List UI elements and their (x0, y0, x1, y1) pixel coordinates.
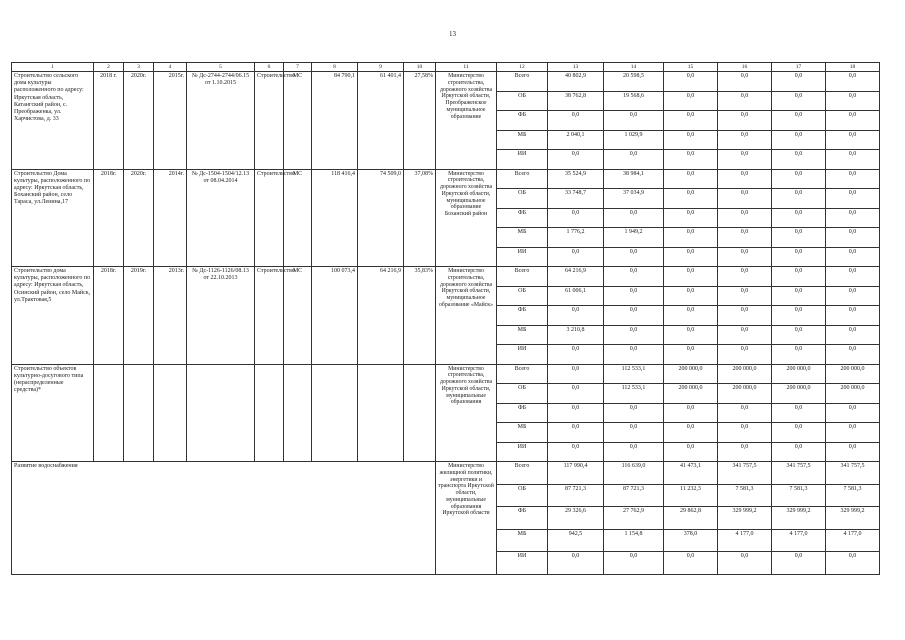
funding-value: 87 721,3 (604, 484, 664, 507)
object-c6 (255, 364, 284, 462)
column-numbers-row (12, 63, 880, 72)
funding-value: 0,0 (548, 552, 604, 575)
column-number: 17 (772, 63, 826, 72)
funding-value: 0,0 (772, 91, 826, 111)
object-c7: МС (284, 267, 312, 365)
object-c9: 64 216,9 (358, 267, 404, 365)
funding-source: ИИ (497, 345, 548, 365)
funding-value: 1 949,2 (604, 228, 664, 248)
funding-value: 0,0 (604, 345, 664, 365)
funding-value: 0,0 (826, 345, 880, 365)
funding-source: ФБ (497, 306, 548, 326)
table-row (12, 169, 880, 189)
summary-name: Развитие водоснабжения (12, 462, 436, 575)
funding-value: 117 990,4 (548, 462, 604, 485)
funding-value: 0,0 (718, 189, 772, 209)
funding-value: 1 029,9 (604, 130, 664, 150)
column-number: 3 (124, 63, 154, 72)
funding-value: 0,0 (718, 325, 772, 345)
funding-value: 0,0 (826, 306, 880, 326)
funding-value: 0,0 (772, 72, 826, 92)
funding-value: 200 000,0 (826, 364, 880, 384)
funding-value: 0,0 (772, 189, 826, 209)
funding-value: 0,0 (548, 345, 604, 365)
funding-source: Всего (497, 169, 548, 189)
funding-value: 0,0 (664, 208, 718, 228)
funding-value: 7 581,3 (772, 484, 826, 507)
funding-value: 0,0 (718, 247, 772, 267)
object-c5 (187, 364, 255, 462)
funding-value: 0,0 (772, 286, 826, 306)
responsible-executor: Министерство строительства, дорожного хозяйства Иркутской области, муниципальное образование «Майск» (436, 267, 497, 365)
object-c10: 35,83% (404, 267, 436, 365)
object-c3: 2020г. (124, 169, 154, 267)
funding-value: 0,0 (826, 403, 880, 423)
column-number: 4 (154, 63, 187, 72)
program-table (11, 62, 880, 575)
object-c5: № Дс-1504-1504/12.13 от 08.04.2014 (187, 169, 255, 267)
funding-value: 0,0 (826, 267, 880, 287)
column-number: 16 (718, 63, 772, 72)
object-c4 (154, 364, 187, 462)
funding-source: МБ (497, 228, 548, 248)
funding-value: 378,0 (664, 529, 718, 552)
funding-value: 0,0 (772, 552, 826, 575)
funding-value: 0,0 (826, 91, 880, 111)
funding-value: 0,0 (604, 552, 664, 575)
funding-source: ФБ (497, 111, 548, 131)
funding-value: 942,5 (548, 529, 604, 552)
funding-value: 4 177,0 (772, 529, 826, 552)
funding-value: 112 533,1 (604, 364, 664, 384)
object-c7: МС (284, 72, 312, 170)
table-row (12, 72, 880, 92)
column-number: 13 (548, 63, 604, 72)
funding-value: 19 568,6 (604, 91, 664, 111)
funding-value: 0,0 (718, 150, 772, 170)
funding-value: 0,0 (664, 169, 718, 189)
funding-value: 0,0 (772, 403, 826, 423)
column-number: 10 (404, 63, 436, 72)
funding-value: 0,0 (772, 228, 826, 248)
funding-value: 0,0 (664, 91, 718, 111)
funding-value: 41 473,1 (664, 462, 718, 485)
object-c8: 118 416,4 (312, 169, 358, 267)
funding-value: 0,0 (826, 442, 880, 462)
funding-value: 27 762,9 (604, 507, 664, 530)
funding-value: 29 326,6 (548, 507, 604, 530)
object-c4: 2014г. (154, 169, 187, 267)
funding-value: 0,0 (604, 306, 664, 326)
funding-value: 0,0 (772, 306, 826, 326)
funding-value: 0,0 (548, 150, 604, 170)
object-c5: № Дс-1126-1126/08.13 от 22.10.2013 (187, 267, 255, 365)
funding-source: ФБ (497, 403, 548, 423)
funding-value: 341 757,5 (718, 462, 772, 485)
funding-value: 200 000,0 (718, 364, 772, 384)
funding-value: 0,0 (664, 552, 718, 575)
funding-value: 0,0 (664, 189, 718, 209)
funding-source: МБ (497, 423, 548, 443)
funding-value: 0,0 (664, 72, 718, 92)
funding-source: Всего (497, 72, 548, 92)
funding-value: 33 748,7 (548, 189, 604, 209)
funding-value: 0,0 (664, 150, 718, 170)
funding-value: 0,0 (718, 423, 772, 443)
object-c7 (284, 364, 312, 462)
funding-value: 0,0 (664, 111, 718, 131)
funding-value: 0,0 (604, 111, 664, 131)
funding-value: 0,0 (772, 169, 826, 189)
object-c4: 2013г. (154, 267, 187, 365)
funding-source: Всего (497, 267, 548, 287)
funding-value: 0,0 (772, 208, 826, 228)
funding-value: 7 581,3 (718, 484, 772, 507)
column-number: 2 (94, 63, 124, 72)
object-c10: 27,58% (404, 72, 436, 170)
funding-value: 0,0 (718, 130, 772, 150)
funding-value: 0,0 (826, 169, 880, 189)
funding-value: 0,0 (604, 267, 664, 287)
object-c2: 2018г. (94, 169, 124, 267)
funding-value: 0,0 (548, 423, 604, 443)
funding-value: 61 006,1 (548, 286, 604, 306)
object-c10: 37,08% (404, 169, 436, 267)
funding-value: 0,0 (604, 403, 664, 423)
object-c9 (358, 364, 404, 462)
funding-value: 0,0 (664, 267, 718, 287)
funding-value: 0,0 (718, 169, 772, 189)
funding-value: 0,0 (826, 552, 880, 575)
funding-value: 0,0 (826, 72, 880, 92)
funding-source: ИИ (497, 150, 548, 170)
object-c3: 2020г. (124, 72, 154, 170)
funding-value: 0,0 (772, 130, 826, 150)
object-c5: № Дс-2744-2744/06.15 от 1.10.2015 (187, 72, 255, 170)
funding-source: ОБ (497, 189, 548, 209)
funding-value: 0,0 (664, 345, 718, 365)
funding-value: 0,0 (718, 345, 772, 365)
column-number: 15 (664, 63, 718, 72)
funding-value: 11 232,3 (664, 484, 718, 507)
funding-value: 0,0 (826, 208, 880, 228)
object-name: Строительство объектов культурно-досугового типа (нераспределенные средства)* (12, 364, 94, 462)
funding-source: МБ (497, 130, 548, 150)
funding-source: ИИ (497, 247, 548, 267)
funding-value: 112 533,1 (604, 384, 664, 404)
funding-value: 0,0 (664, 130, 718, 150)
funding-value: 0,0 (664, 306, 718, 326)
funding-value: 0,0 (548, 306, 604, 326)
funding-value: 0,0 (548, 442, 604, 462)
funding-value: 0,0 (718, 111, 772, 131)
funding-value: 1 154,8 (604, 529, 664, 552)
object-c2: 2018 г. (94, 72, 124, 170)
funding-value: 329 999,2 (772, 507, 826, 530)
column-number: 9 (358, 63, 404, 72)
column-number: 12 (497, 63, 548, 72)
funding-value: 0,0 (772, 111, 826, 131)
object-c4: 2015г. (154, 72, 187, 170)
responsible-executor: Министерство строительства, дорожного хозяйства Иркутской области, муниципальные образования (436, 364, 497, 462)
object-c2 (94, 364, 124, 462)
funding-value: 0,0 (604, 208, 664, 228)
funding-source: ОБ (497, 484, 548, 507)
funding-value: 0,0 (826, 111, 880, 131)
funding-value: 7 581,3 (826, 484, 880, 507)
funding-value: 0,0 (664, 286, 718, 306)
column-number: 8 (312, 63, 358, 72)
funding-value: 200 000,0 (826, 384, 880, 404)
funding-value: 0,0 (826, 423, 880, 443)
funding-value: 87 721,3 (548, 484, 604, 507)
funding-value: 64 216,9 (548, 267, 604, 287)
funding-value: 4 177,0 (718, 529, 772, 552)
object-c10 (404, 364, 436, 462)
object-c8: 100 073,4 (312, 267, 358, 365)
funding-value: 0,0 (604, 442, 664, 462)
funding-value: 0,0 (772, 423, 826, 443)
responsible-executor: Министерство строительства, дорожного хозяйства Иркутской области, Преображенское муниципальное образование (436, 72, 497, 170)
object-c6: Строительство (255, 267, 284, 365)
funding-source: ФБ (497, 208, 548, 228)
funding-value: 0,0 (604, 325, 664, 345)
funding-value: 0,0 (548, 384, 604, 404)
funding-source: Всего (497, 462, 548, 485)
responsible-executor: Министерство строительства, дорожного хозяйства Иркутской области, муниципальное образование Боханский район (436, 169, 497, 267)
funding-value: 0,0 (772, 247, 826, 267)
column-number: 6 (255, 63, 284, 72)
funding-value: 0,0 (718, 208, 772, 228)
funding-value: 0,0 (772, 345, 826, 365)
funding-value: 0,0 (826, 286, 880, 306)
funding-value: 37 034,9 (604, 189, 664, 209)
object-name: Строительство сельского дома культуры расположенного по адресу: Иркутская область, Катангский район, с. Преображенка, ул. Харчистова, д. 33 (12, 72, 94, 170)
funding-value: 200 000,0 (772, 384, 826, 404)
funding-value: 0,0 (664, 423, 718, 443)
funding-source: МБ (497, 529, 548, 552)
funding-value: 0,0 (772, 325, 826, 345)
funding-value: 1 776,2 (548, 228, 604, 248)
funding-value: 0,0 (826, 228, 880, 248)
funding-value: 0,0 (718, 267, 772, 287)
funding-value: 0,0 (718, 286, 772, 306)
table-row (12, 364, 880, 384)
funding-value: 20 598,5 (604, 72, 664, 92)
object-name: Строительство дома культуры, расположенного по адресу: Иркутская область, Осинский район, село Майск, ул.Трактовая,5 (12, 267, 94, 365)
funding-value: 0,0 (772, 442, 826, 462)
column-number: 5 (187, 63, 255, 72)
object-c8: 84 790,1 (312, 72, 358, 170)
funding-value: 0,0 (664, 403, 718, 423)
funding-value: 0,0 (604, 150, 664, 170)
funding-value: 0,0 (826, 130, 880, 150)
funding-value: 0,0 (718, 442, 772, 462)
funding-value: 329 999,2 (718, 507, 772, 530)
funding-value: 0,0 (548, 403, 604, 423)
funding-source: ОБ (497, 91, 548, 111)
object-name: Строительство Дома культуры, расположенного по адресу: Иркутская область, Боханский район, село Тараса, ул.Ленина,17 (12, 169, 94, 267)
column-number: 11 (436, 63, 497, 72)
object-c3: 2019г. (124, 267, 154, 365)
funding-value: 35 524,9 (548, 169, 604, 189)
object-c9: 74 509,0 (358, 169, 404, 267)
funding-value: 200 000,0 (718, 384, 772, 404)
table-row (12, 267, 880, 287)
object-c8 (312, 364, 358, 462)
funding-value: 29 862,8 (664, 507, 718, 530)
funding-value: 200 000,0 (772, 364, 826, 384)
object-c6: Строительство (255, 72, 284, 170)
object-c9: 61 401,4 (358, 72, 404, 170)
object-c2: 2018г. (94, 267, 124, 365)
funding-value: 200 000,0 (664, 364, 718, 384)
funding-source: ОБ (497, 286, 548, 306)
funding-value: 0,0 (548, 111, 604, 131)
funding-value: 0,0 (604, 423, 664, 443)
funding-value: 0,0 (826, 150, 880, 170)
column-number: 1 (12, 63, 94, 72)
funding-value: 0,0 (718, 228, 772, 248)
funding-value: 0,0 (718, 306, 772, 326)
funding-value: 2 040,1 (548, 130, 604, 150)
funding-value: 0,0 (826, 325, 880, 345)
funding-value: 0,0 (826, 247, 880, 267)
funding-value: 38 762,8 (548, 91, 604, 111)
funding-value: 4 177,0 (826, 529, 880, 552)
funding-value: 0,0 (604, 286, 664, 306)
funding-value: 38 984,1 (604, 169, 664, 189)
funding-source: ИИ (497, 442, 548, 462)
funding-value: 40 802,9 (548, 72, 604, 92)
funding-source: ФБ (497, 507, 548, 530)
funding-value: 0,0 (548, 364, 604, 384)
funding-value: 0,0 (718, 403, 772, 423)
funding-value: 0,0 (718, 91, 772, 111)
funding-value: 0,0 (664, 228, 718, 248)
column-number: 18 (826, 63, 880, 72)
object-c3 (124, 364, 154, 462)
funding-value: 0,0 (548, 247, 604, 267)
funding-value: 0,0 (664, 442, 718, 462)
object-c7: МС (284, 169, 312, 267)
funding-value: 341 757,5 (772, 462, 826, 485)
responsible-executor: Министерство жилищной политики, энергетики и транспорта Иркутской области, муниципальные образования Иркутской области (436, 462, 497, 575)
funding-value: 0,0 (664, 247, 718, 267)
funding-value: 0,0 (548, 208, 604, 228)
funding-source: МБ (497, 325, 548, 345)
funding-value: 329 999,2 (826, 507, 880, 530)
page-number: 13 (449, 30, 456, 38)
funding-value: 0,0 (826, 189, 880, 209)
funding-value: 0,0 (718, 552, 772, 575)
funding-value: 0,0 (604, 247, 664, 267)
table-row (12, 462, 880, 485)
funding-value: 3 210,8 (548, 325, 604, 345)
funding-source: Всего (497, 364, 548, 384)
object-c6: Строительство (255, 169, 284, 267)
funding-value: 0,0 (664, 325, 718, 345)
funding-value: 0,0 (772, 267, 826, 287)
funding-value: 116 639,0 (604, 462, 664, 485)
funding-value: 200 000,0 (664, 384, 718, 404)
funding-source: ИИ (497, 552, 548, 575)
column-number: 7 (284, 63, 312, 72)
funding-value: 0,0 (772, 150, 826, 170)
funding-source: ОБ (497, 384, 548, 404)
column-number: 14 (604, 63, 664, 72)
funding-value: 341 757,5 (826, 462, 880, 485)
funding-value: 0,0 (718, 72, 772, 92)
